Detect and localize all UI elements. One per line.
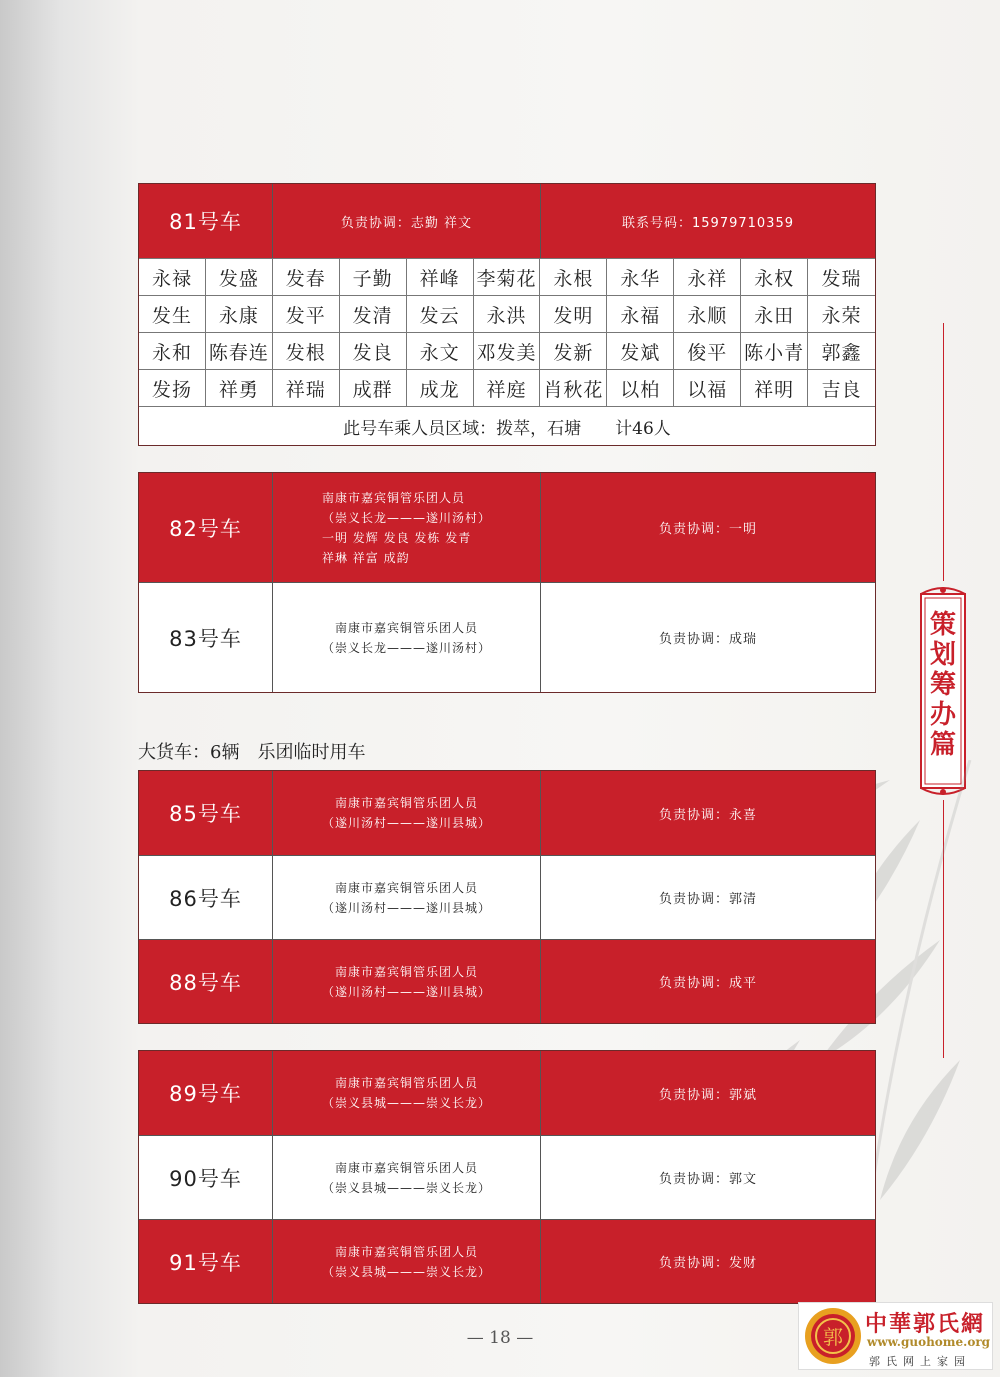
passenger-name: 邓发美	[474, 332, 541, 369]
description-line: 南康市嘉宾铜管乐团人员	[334, 880, 478, 895]
passenger-name: 发根	[273, 332, 340, 369]
car-row	[139, 1219, 875, 1303]
description-line: （崇义长龙———遂川汤村）	[321, 510, 491, 525]
description-line: 南康市嘉宾铜管乐团人员	[334, 964, 478, 979]
car-number: 88号车	[139, 940, 273, 1023]
car-description	[273, 473, 541, 582]
coordinator: 负责协调：发财	[658, 1256, 757, 1271]
car-number: 86号车	[139, 856, 273, 939]
description-line: 祥琳 祥富 成韵	[321, 550, 410, 565]
passenger-name: 发扬	[139, 369, 206, 406]
passenger-name: 以福	[674, 369, 741, 406]
description-line: 南康市嘉宾铜管乐团人员	[334, 796, 478, 810]
site-logo	[798, 1302, 993, 1370]
section-title-char: 办	[929, 700, 956, 730]
coordinator: 负责协调：志勤 祥文	[273, 184, 541, 258]
description-line: （崇义县城———崇义长龙）	[321, 1096, 491, 1110]
car-row	[139, 771, 875, 855]
passenger-name: 祥庭	[474, 369, 541, 406]
passenger-name: 祥明	[741, 369, 808, 406]
section-title-char: 策	[929, 610, 956, 640]
car-row	[139, 939, 875, 1023]
car-description	[273, 940, 541, 1023]
passenger-name: 肖秋花	[540, 369, 607, 406]
car-number: 89号车	[139, 1051, 273, 1135]
coordinator: 负责协调：郭斌	[658, 1087, 757, 1103]
passenger-name: 发明	[540, 295, 607, 332]
group1-table	[138, 472, 876, 693]
passenger-name: 成龙	[407, 369, 474, 406]
passenger-name: 李菊花	[474, 258, 541, 295]
description-line: 南康市嘉宾铜管乐团人员	[334, 1076, 478, 1090]
passenger-name: 发新	[540, 332, 607, 369]
description-line: （崇义县城———崇义长龙）	[321, 1264, 491, 1279]
passenger-name: 永康	[206, 295, 273, 332]
description-line: （遂川汤村———遂川县城）	[321, 984, 491, 999]
passenger-name: 以柏	[607, 369, 674, 406]
car-row	[139, 855, 875, 939]
page-number: — 18 —	[466, 1328, 534, 1348]
passenger-name: 发清	[340, 295, 407, 332]
group3-table	[138, 1050, 876, 1304]
description-line: （崇义长龙———遂川汤村）	[321, 640, 491, 655]
car81-table	[138, 183, 876, 446]
sidebar-line-top	[943, 323, 944, 581]
car-number: 83号车	[139, 583, 273, 692]
coordinator: 负责协调：一明	[658, 522, 757, 537]
passenger-name: 永权	[741, 258, 808, 295]
logo-title: 中華郭氏網	[865, 1311, 986, 1337]
coordinator: 负责协调：郭文	[658, 1172, 757, 1187]
passenger-name: 永和	[139, 332, 206, 369]
passenger-name: 永田	[741, 295, 808, 332]
description-line: 南康市嘉宾铜管乐团人员	[334, 620, 478, 635]
car-number: 91号车	[139, 1220, 273, 1303]
passenger-name: 发盛	[206, 258, 273, 295]
car-description	[273, 583, 541, 692]
car-row	[139, 1135, 875, 1219]
car81-header	[139, 184, 875, 258]
description-line: 南康市嘉宾铜管乐团人员	[334, 1244, 478, 1259]
passenger-name: 发平	[273, 295, 340, 332]
logo-subtitle: 郭氏网上家园	[869, 1355, 971, 1368]
passenger-name: 发生	[139, 295, 206, 332]
car-row	[139, 473, 875, 582]
group2-table	[138, 770, 876, 1024]
section-title-char: 篇	[929, 730, 956, 760]
description-line: （遂川汤村———遂川县城）	[321, 900, 491, 915]
passenger-name: 发斌	[607, 332, 674, 369]
logo-url: www.guohome.org	[867, 1335, 991, 1349]
passenger-name: 发云	[407, 295, 474, 332]
coordinator: 负责协调：成平	[658, 976, 757, 991]
passenger-name: 发春	[273, 258, 340, 295]
car-description	[273, 771, 541, 855]
car-number: 85号车	[139, 771, 273, 855]
car-description	[273, 1051, 541, 1135]
phone: 联系号码：15979710359	[622, 215, 794, 231]
passenger-name: 郭鑫	[808, 332, 875, 369]
passenger-name: 永福	[607, 295, 674, 332]
passenger-name: 祥瑞	[273, 369, 340, 406]
car-description	[273, 1136, 541, 1219]
passenger-name: 发良	[340, 332, 407, 369]
passenger-name: 祥勇	[206, 369, 273, 406]
car-number: 81号车	[139, 184, 273, 258]
passenger-grid	[139, 258, 875, 406]
passenger-name: 发瑞	[808, 258, 875, 295]
passenger-name: 永文	[407, 332, 474, 369]
passenger-name: 吉良	[808, 369, 875, 406]
car-number: 90号车	[139, 1136, 273, 1219]
section-title-char: 筹	[929, 670, 956, 700]
car-row	[139, 582, 875, 692]
section-title	[926, 610, 960, 760]
section-title-char: 划	[929, 640, 956, 670]
car-description	[273, 856, 541, 939]
passenger-name: 永祥	[674, 258, 741, 295]
passenger-name: 永华	[607, 258, 674, 295]
truck-caption: 大货车：6辆 乐团临时用车	[138, 742, 366, 763]
coordinator: 负责协调：成瑞	[658, 632, 757, 647]
passenger-name: 陈小青	[741, 332, 808, 369]
car81-area: 此号车乘人员区域：拨萃，石塘 计46人	[139, 406, 875, 445]
car-row	[139, 1051, 875, 1135]
svg-text:郭: 郭	[823, 1325, 843, 1349]
car-description	[273, 1220, 541, 1303]
coordinator: 负责协调：郭清	[658, 892, 757, 907]
logo-seal-icon	[803, 1306, 863, 1366]
passenger-name: 成群	[340, 369, 407, 406]
passenger-name: 永根	[540, 258, 607, 295]
description-line: 一明 发辉 发良 发栋 发青	[321, 530, 472, 545]
passenger-name: 永洪	[474, 295, 541, 332]
passenger-name: 陈春连	[206, 332, 273, 369]
description-line: （遂川汤村———遂川县城）	[321, 816, 491, 830]
car-number: 82号车	[139, 473, 273, 582]
passenger-name: 永禄	[139, 258, 206, 295]
passenger-name: 永顺	[674, 295, 741, 332]
description-line: 南康市嘉宾铜管乐团人员	[334, 1160, 478, 1175]
passenger-name: 祥峰	[407, 258, 474, 295]
passenger-name: 俊平	[674, 332, 741, 369]
description-line: 南康市嘉宾铜管乐团人员	[321, 490, 465, 505]
passenger-name: 子勤	[340, 258, 407, 295]
passenger-name: 永荣	[808, 295, 875, 332]
coordinator: 负责协调：永喜	[658, 807, 757, 823]
description-line: （崇义县城———崇义长龙）	[321, 1180, 491, 1195]
